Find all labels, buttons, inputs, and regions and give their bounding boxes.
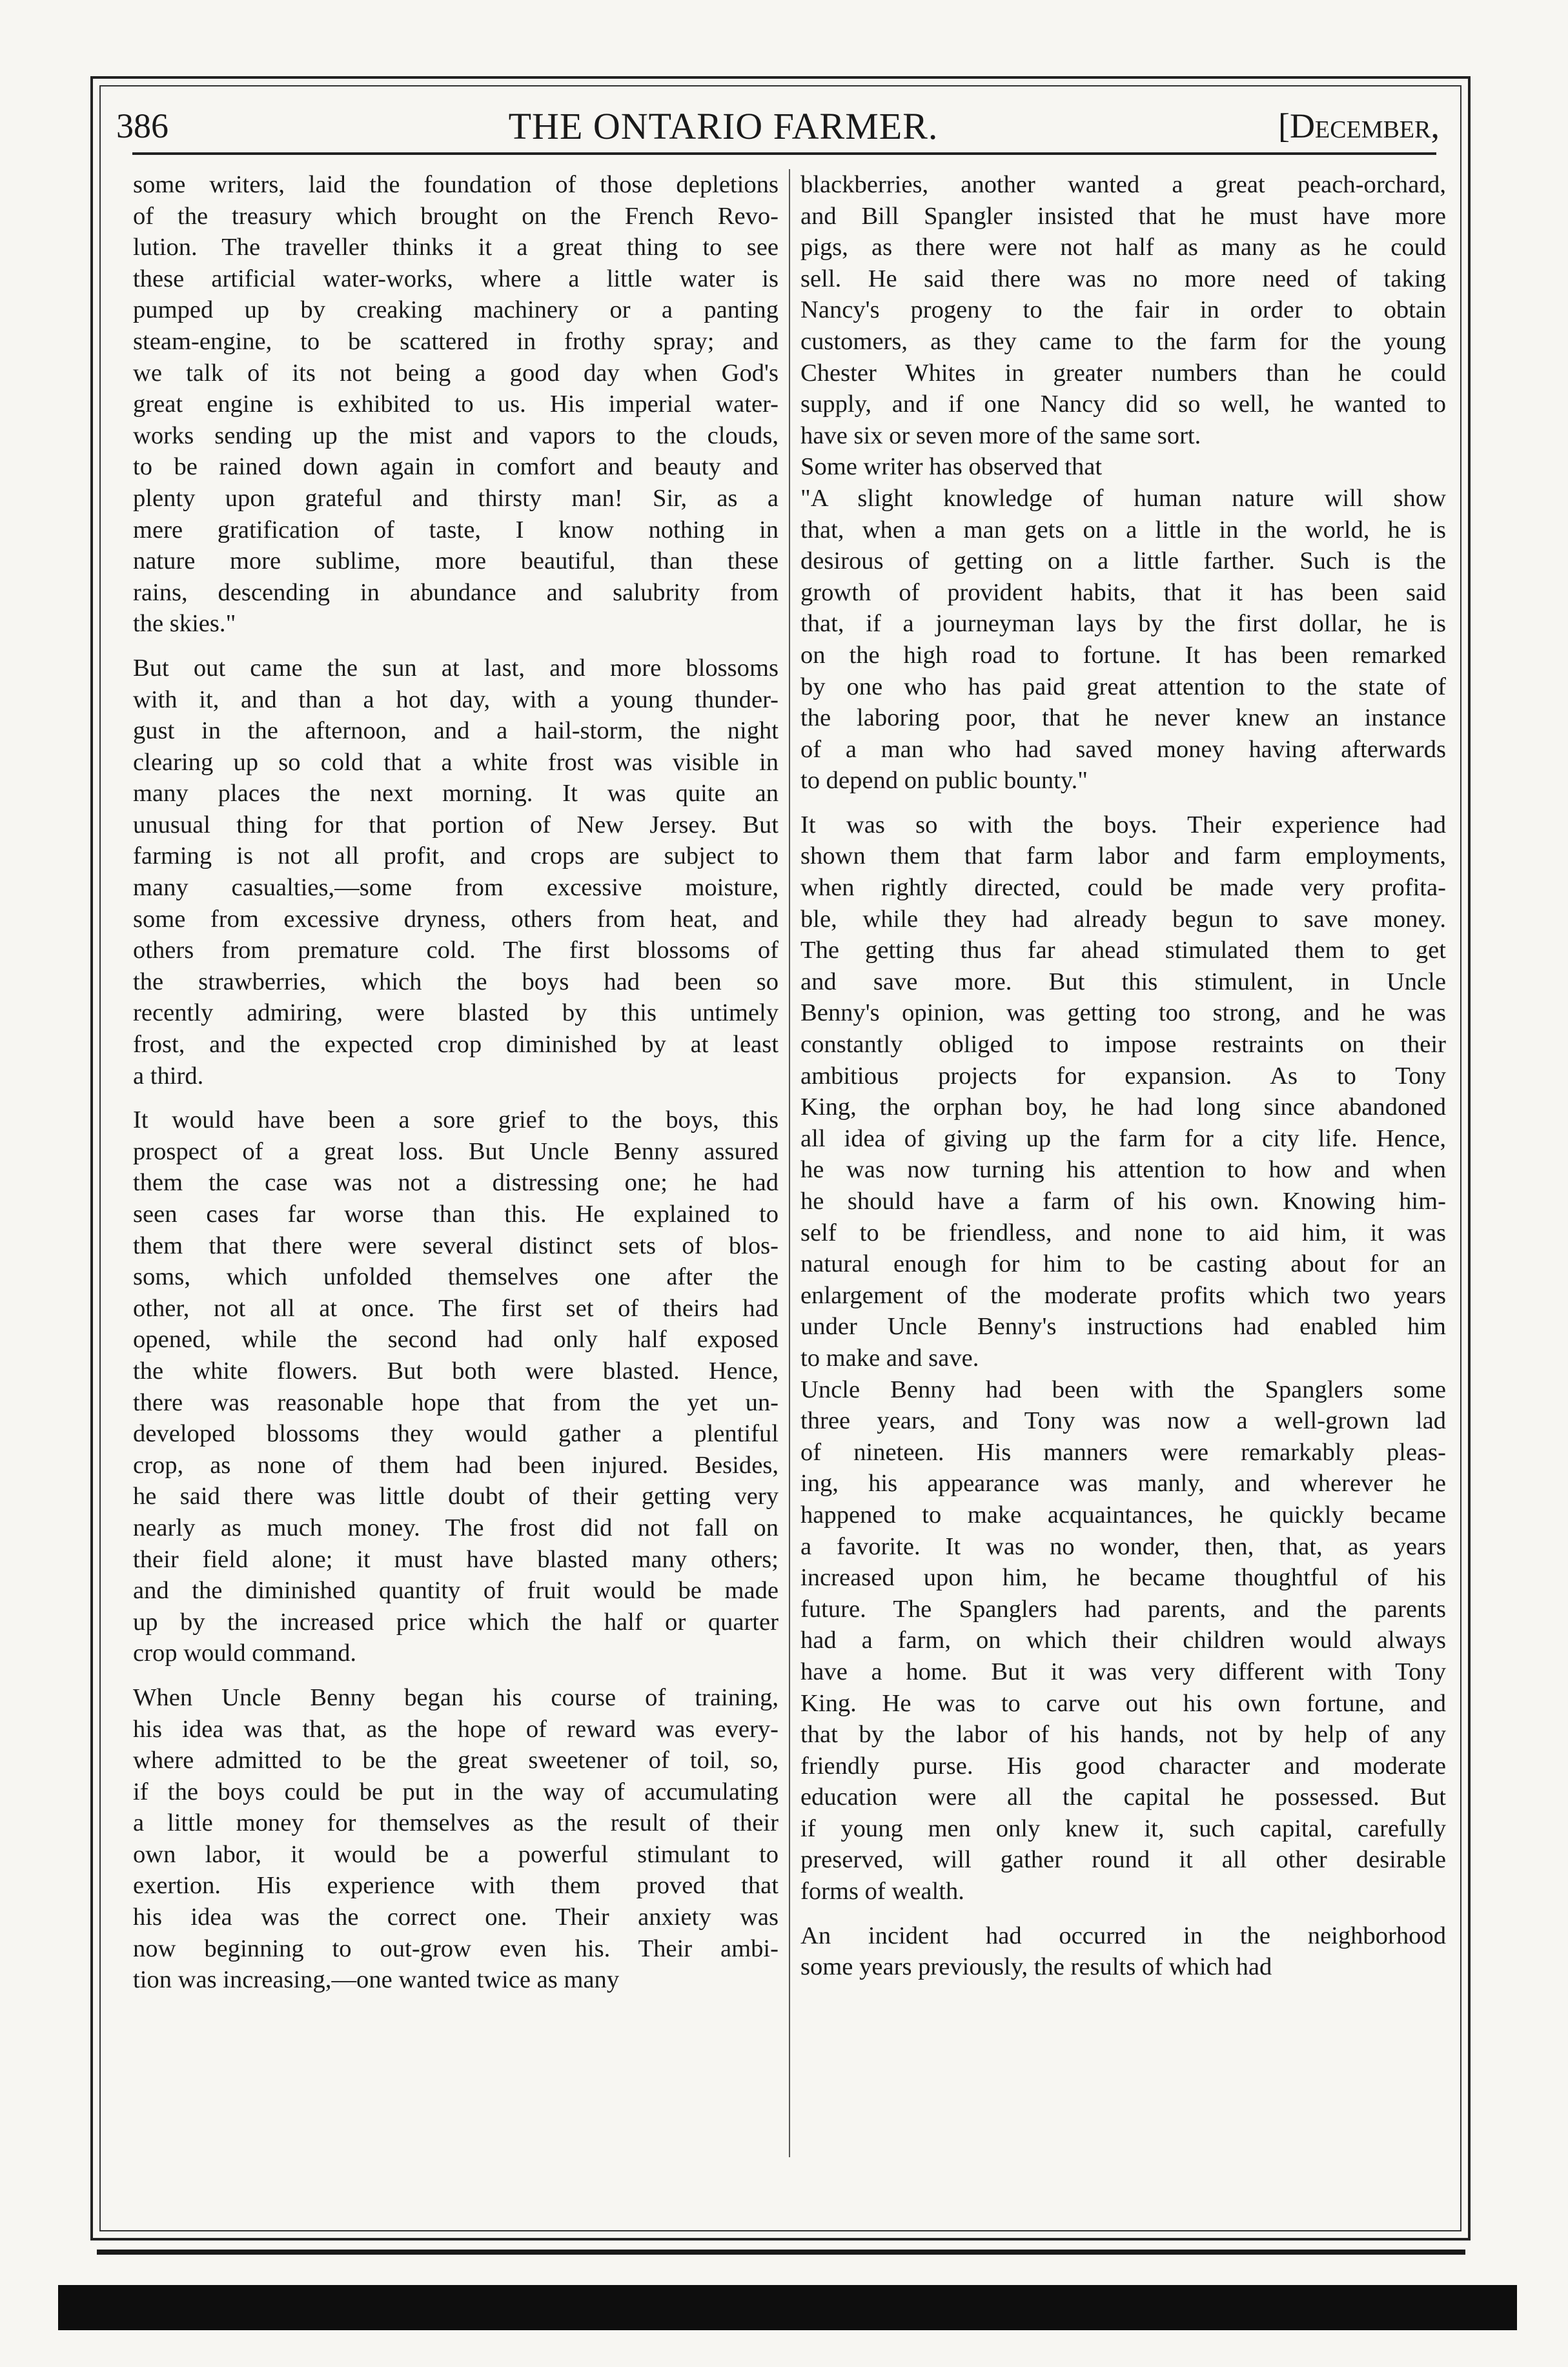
text-line: happened to make acquaintances, he quickly became bbox=[800, 1501, 1446, 1529]
text-line: pumped up by creaking machinery or a panting bbox=[133, 296, 779, 324]
column-divider bbox=[789, 169, 790, 2157]
text-line: great engine is exhibited to us. His imperial water- bbox=[133, 391, 779, 418]
paragraph-gap bbox=[133, 1092, 779, 1104]
text-line: forms of wealth. bbox=[800, 1878, 964, 1905]
text-line: nature more sublime, more beautiful, than these bbox=[133, 547, 779, 575]
text-line: when rightly directed, could be made very profita- bbox=[800, 874, 1446, 902]
text-line: pigs, as there were not half as many as he could bbox=[800, 234, 1446, 261]
journal-title: THE ONTARIO FARMER. bbox=[508, 105, 939, 147]
text-line: on the high road to fortune. It has been remarked bbox=[800, 641, 1446, 669]
text-line: up by the increased price which the half or quarter bbox=[133, 1608, 779, 1636]
text-line: desirous of getting on a little farther. Such is the bbox=[800, 547, 1446, 575]
text-line: ble, while they had already begun to save money. bbox=[800, 905, 1446, 933]
text-line: the strawberries, which the boys had been so bbox=[133, 968, 779, 995]
text-line: ing, his appearance was manly, and wherever he bbox=[800, 1470, 1446, 1498]
text-line: enlargement of the moderate profits which two years bbox=[800, 1281, 1446, 1309]
text-line: some from excessive dryness, others from heat, and bbox=[133, 905, 779, 933]
text-line: he was now turning his attention to how and when bbox=[800, 1156, 1446, 1184]
text-line: King, the orphan boy, he had long since abandoned bbox=[800, 1093, 1446, 1121]
text-line: some writers, laid the foundation of those depletions bbox=[133, 171, 779, 198]
text-line: customers, as they came to the farm for the young bbox=[800, 327, 1446, 355]
text-line: others from premature cold. The first blossoms of bbox=[133, 937, 779, 964]
running-head: [December, bbox=[1278, 107, 1440, 145]
text-line: of nineteen. His manners were remarkably pleas- bbox=[800, 1438, 1446, 1466]
text-line: the skies." bbox=[133, 610, 236, 638]
text-line: supply, and if one Nancy did so well, he wanted to bbox=[800, 391, 1446, 418]
header-rule bbox=[132, 152, 1436, 155]
text-line: works sending up the mist and vapors to the clouds, bbox=[133, 422, 779, 449]
text-line: had a farm, on which their children would always bbox=[800, 1627, 1446, 1654]
text-line: if the boys could be put in the way of accumulating bbox=[133, 1778, 779, 1805]
text-line: It was so with the boys. Their experience had bbox=[800, 811, 1446, 838]
text-line: opened, while the second had only half exposed bbox=[133, 1326, 779, 1354]
text-line: to make and save. bbox=[800, 1344, 979, 1372]
text-line: he should have a farm of his own. Knowing him- bbox=[800, 1188, 1446, 1215]
text-line: their field alone; it must have blasted many others; bbox=[133, 1545, 779, 1573]
text-line: It would have been a sore grief to the boys, this bbox=[133, 1106, 779, 1134]
text-line: with it, and than a hot day, with a young thunder- bbox=[133, 686, 779, 713]
text-line: a third. bbox=[133, 1062, 204, 1090]
text-line: clearing up so cold that a white frost was visible in bbox=[133, 748, 779, 776]
text-line: frost, and the expected crop diminished by at least bbox=[133, 1031, 779, 1059]
text-line: lution. The traveller thinks it a great thing to see bbox=[133, 234, 779, 261]
left-column bbox=[133, 169, 779, 2157]
text-line: we talk of its not being a good day when God's bbox=[133, 359, 779, 387]
text-line: own labor, it would be a powerful stimulant to bbox=[133, 1840, 779, 1868]
text-line: to be rained down again in comfort and beauty and bbox=[133, 453, 779, 481]
text-line: the white flowers. But both were blasted. Hence, bbox=[133, 1357, 779, 1385]
text-line: education were all the capital he possessed. But bbox=[800, 1783, 1446, 1811]
text-line: them that there were several distinct sets of blos- bbox=[133, 1232, 779, 1259]
text-line: if young men only knew it, such capital, carefully bbox=[800, 1814, 1446, 1842]
text-line: gust in the afternoon, and a hail-storm, the night bbox=[133, 717, 779, 745]
text-line: that by the labor of his hands, not by help of any bbox=[800, 1721, 1446, 1749]
text-line: steam-engine, to be scattered in frothy spray; and bbox=[133, 327, 779, 355]
text-line: The getting thus far ahead stimulated them to get bbox=[800, 937, 1446, 964]
text-line: he said there was little doubt of their getting very bbox=[133, 1483, 779, 1510]
text-line: soms, which unfolded themselves one after the bbox=[133, 1263, 779, 1291]
text-line: Chester Whites in greater numbers than he could bbox=[800, 359, 1446, 387]
text-line: Uncle Benny had been with the Spanglers some bbox=[800, 1376, 1446, 1403]
text-line: preserved, will gather round it all other desirable bbox=[800, 1846, 1446, 1874]
text-line: have a home. But it was very different with Tony bbox=[800, 1658, 1446, 1685]
text-line: many places the next morning. It was quite an bbox=[133, 780, 779, 808]
text-line: the laboring poor, that he never knew an instance bbox=[800, 704, 1446, 732]
text-line: his idea was that, as the hope of reward was every- bbox=[133, 1715, 779, 1743]
text-line: When Uncle Benny began his course of training, bbox=[133, 1683, 779, 1711]
text-line: other, not all at once. The first set of theirs had bbox=[133, 1294, 779, 1322]
text-line: friendly purse. His good character and moderate bbox=[800, 1752, 1446, 1780]
text-line: growth of provident habits, that it has been said bbox=[800, 578, 1446, 606]
text-line: prospect of a great loss. But Uncle Benny assured bbox=[133, 1137, 779, 1165]
text-line: that, when a man gets on a little in the world, he is bbox=[800, 516, 1446, 543]
text-line: tion was increasing,—one wanted twice as many bbox=[133, 1966, 620, 1994]
text-line: have six or seven more of the same sort. bbox=[800, 422, 1201, 449]
text-line: exertion. His experience with them proved that bbox=[133, 1872, 779, 1900]
paragraph-gap bbox=[800, 1907, 1446, 1920]
text-line: crop would command. bbox=[133, 1640, 357, 1667]
text-line: some years previously, the results of which had bbox=[800, 1953, 1272, 1981]
paragraph-gap bbox=[800, 797, 1446, 809]
page-number: 386 bbox=[116, 107, 168, 145]
scan-edge-margin bbox=[58, 2333, 1517, 2367]
bottom-rule bbox=[97, 2250, 1465, 2255]
paragraph-gap bbox=[133, 640, 779, 653]
page-header bbox=[116, 97, 1440, 155]
text-line: them the case was not a distressing one; he had bbox=[133, 1169, 779, 1197]
text-line: blackberries, another wanted a great peach-orchard, bbox=[800, 171, 1446, 198]
text-line: by one who has paid great attention to the state of bbox=[800, 673, 1446, 700]
text-line: that, if a journeyman lays by the first dollar, he is bbox=[800, 610, 1446, 638]
text-line: But out came the sun at last, and more blossoms bbox=[133, 654, 779, 682]
text-line: under Uncle Benny's instructions had enabled him bbox=[800, 1313, 1446, 1341]
text-line: his idea was the correct one. Their anxiety was bbox=[133, 1904, 779, 1931]
text-line: Benny's opinion, was getting too strong, and he was bbox=[800, 999, 1446, 1027]
text-line: rains, descending in abundance and salubrity from bbox=[133, 578, 779, 606]
text-line: there was reasonable hope that from the yet un- bbox=[133, 1388, 779, 1416]
text-line: to depend on public bounty." bbox=[800, 767, 1088, 795]
text-line: of a man who had saved money having afterwards bbox=[800, 735, 1446, 763]
text-line: mere gratification of taste, I know nothing in bbox=[133, 516, 779, 543]
text-line: where admitted to be the great sweetener of toil, so, bbox=[133, 1747, 779, 1774]
text-line: a little money for themselves as the result of their bbox=[133, 1809, 779, 1837]
text-line: developed blossoms they would gather a plentiful bbox=[133, 1420, 779, 1448]
paragraph-gap bbox=[133, 1669, 779, 1682]
text-line: seen cases far worse than this. He explained to bbox=[133, 1201, 779, 1228]
text-line: natural enough for him to be casting about for an bbox=[800, 1250, 1446, 1278]
text-line: of the treasury which brought on the French Revo- bbox=[133, 202, 779, 230]
text-line: and save more. But this stimulent, in Uncle bbox=[800, 968, 1446, 995]
text-line: nearly as much money. The frost did not fall on bbox=[133, 1514, 779, 1541]
text-line: self to be friendless, and none to aid him, it was bbox=[800, 1219, 1446, 1246]
text-line: a favorite. It was no wonder, then, that, as years bbox=[800, 1532, 1446, 1560]
text-line: all idea of giving up the farm for a city life. Hence, bbox=[800, 1124, 1446, 1152]
text-line: recently admiring, were blasted by this untimely bbox=[133, 999, 779, 1027]
text-line: and Bill Spangler insisted that he must have more bbox=[800, 202, 1446, 230]
text-line: unusual thing for that portion of New Jersey. But bbox=[133, 811, 779, 838]
text-line: future. The Spanglers had parents, and the parents bbox=[800, 1595, 1446, 1623]
text-line: crop, as none of them had been injured. Besides, bbox=[133, 1451, 779, 1479]
text-line: and the diminished quantity of fruit would be made bbox=[133, 1577, 779, 1605]
text-line: increased upon him, he became thoughtful of his bbox=[800, 1564, 1446, 1592]
text-line: shown them that farm labor and farm employments, bbox=[800, 842, 1446, 870]
text-line: ambitious projects for expansion. As to Tony bbox=[800, 1062, 1446, 1090]
text-line: Nancy's progeny to the fair in order to obtain bbox=[800, 296, 1446, 324]
text-line: many casualties,—some from excessive moisture, bbox=[133, 874, 779, 902]
text-line: King. He was to carve out his own fortune, and bbox=[800, 1689, 1446, 1717]
text-line: these artificial water-works, where a little water is bbox=[133, 265, 779, 292]
text-line: sell. He said there was no more need of taking bbox=[800, 265, 1446, 292]
text-line: plenty upon grateful and thirsty man! Sir, as a bbox=[133, 484, 779, 512]
text-line: farming is not all profit, and crops are subject to bbox=[133, 842, 779, 870]
text-line: An incident had occurred in the neighborhood bbox=[800, 1922, 1446, 1949]
text-line: constantly obliged to impose restraints on their bbox=[800, 1031, 1446, 1059]
text-line: now beginning to out-grow even his. Their ambi- bbox=[133, 1935, 779, 1962]
text-line: three years, and Tony was now a well-grown lad bbox=[800, 1407, 1446, 1435]
text-line: Some writer has observed that bbox=[800, 453, 1103, 481]
text-line: "A slight knowledge of human nature will show bbox=[800, 484, 1446, 512]
scan-edge-band bbox=[58, 2285, 1517, 2330]
right-column bbox=[800, 169, 1446, 2157]
